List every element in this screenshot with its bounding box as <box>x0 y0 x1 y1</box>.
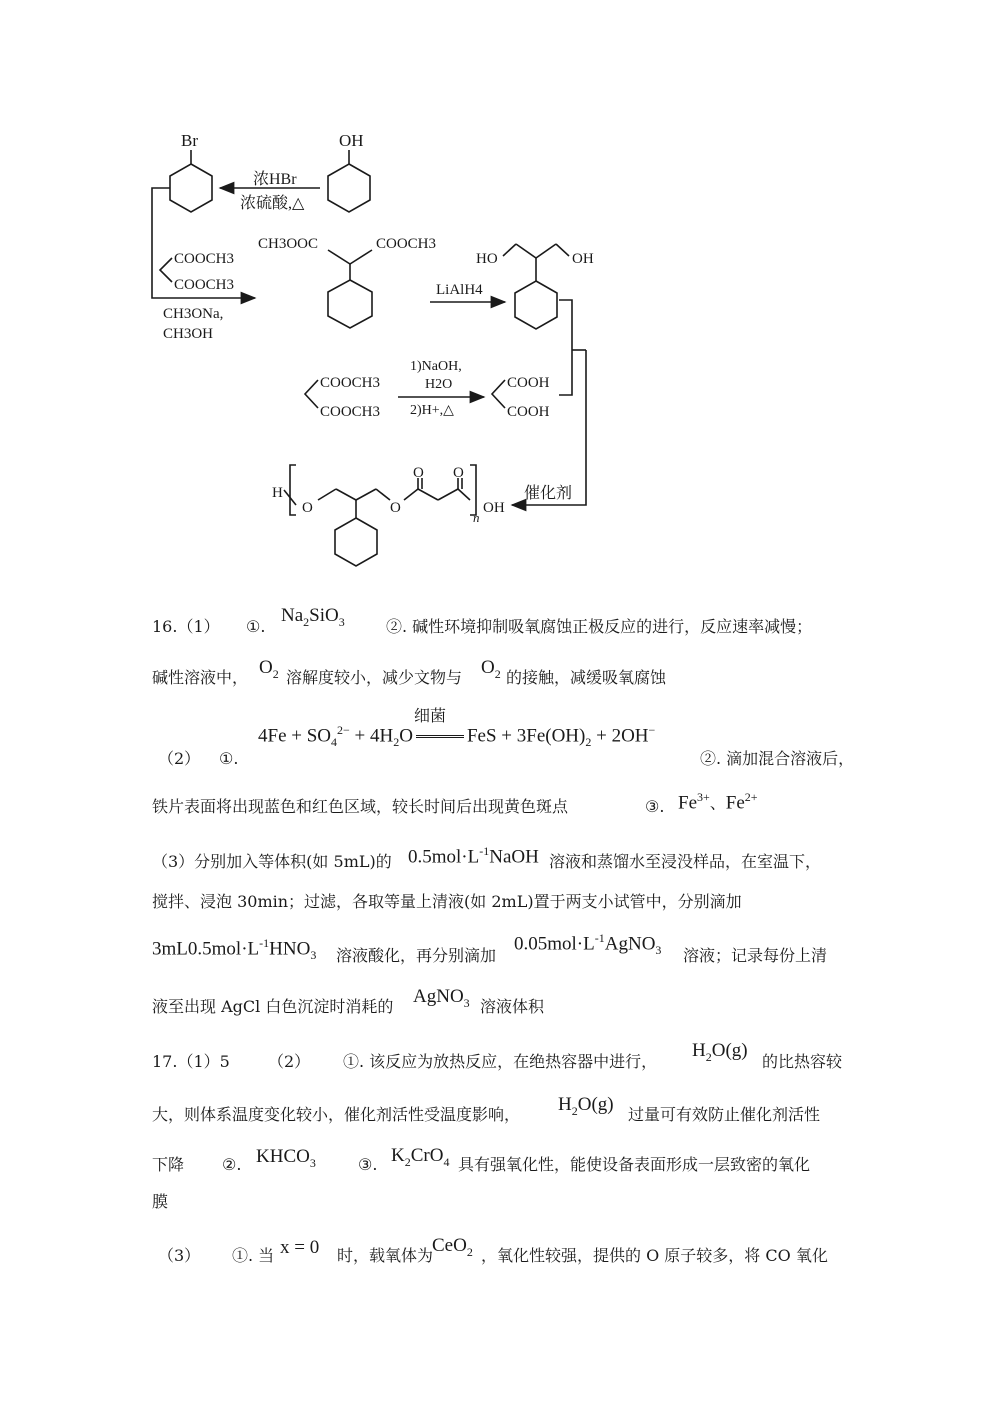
q16-formula-hno3: $3mL0.5mol\cdot L^{-1}HNO_3$ <box>152 936 317 963</box>
diol-ring <box>515 281 557 329</box>
polymer-h-label: H <box>272 485 283 501</box>
q16-p1-head: 16.（1） <box>152 617 220 636</box>
q16-line9-a: 液至出现 AgCl 白色沉淀时消耗的 <box>152 997 394 1016</box>
polymer-o1-label: O <box>302 500 313 516</box>
q16-line5-marker3: ③. <box>645 797 665 816</box>
hbr-reagent-label: 浓HBr <box>253 171 297 188</box>
q17-marker1: ①. 该反应为放热反应，在绝热容器中进行， <box>343 1052 658 1071</box>
q16-line9-b: 溶液体积 <box>480 997 545 1016</box>
reaction-scheme <box>0 0 1000 600</box>
polymer-o2-label: O <box>390 500 401 516</box>
q16-line2-b: 溶解度较小，减少文物与 <box>286 668 463 687</box>
malonate-cooch3-1: COOCH3 <box>320 375 381 391</box>
polymer-o4-label: O <box>453 465 464 481</box>
q16-p3-a: （3）分别加入等体积(如 5mL)的 <box>152 852 392 871</box>
q17-p3-b: 时，载氧体为 <box>337 1246 434 1265</box>
q17-formula-ceo2: CeO$_2$ <box>432 1235 473 1259</box>
cooh-label-1: COOH <box>507 375 550 391</box>
diol-oh-label: OH <box>572 251 594 267</box>
q17-line3-marker3: ③. <box>358 1155 378 1174</box>
bromocyclohexane-ring <box>170 164 212 212</box>
q17-line2-b: 过量可有效防止催化剂活性 <box>628 1105 821 1124</box>
q16-formula-fe-ions: $Fe^{3+}$、$Fe^{2+}$ <box>678 790 758 814</box>
q16-line2-a: 碱性溶液中， <box>152 668 249 687</box>
polymer-o3-label: O <box>413 465 424 481</box>
q17-line2-a: 大，则体系温度变化较小，催化剂活性受温度影响， <box>152 1105 521 1124</box>
q16-p1-marker1: ①. <box>246 617 266 636</box>
q17-formula-k2cro4: $K_2CrO_4$ <box>391 1145 450 1169</box>
q17-p3-head: （3） <box>158 1246 201 1265</box>
catalyst-label: 催化剂 <box>524 485 573 502</box>
q16-p2-marker1: ①. <box>219 749 239 768</box>
q17-formula-h2og-2: $H_2O(g)$ <box>558 1094 614 1118</box>
diol-ho-label: HO <box>476 251 498 267</box>
q17-line4: 膜 <box>152 1192 169 1211</box>
cooch3-label-1: COOCH3 <box>174 251 235 267</box>
q16-p2-head: （2） <box>158 749 201 768</box>
q17-a1: 的比热容较 <box>762 1052 843 1071</box>
malonate-cooch3-2: COOCH3 <box>320 404 381 420</box>
q17-formula-h2og-1: $H_2O(g)$ <box>692 1040 748 1064</box>
hydrolysis-label-2: H2O <box>425 377 453 392</box>
q16-formula-agno3-2: AgNO$_3$ <box>413 986 470 1010</box>
q17-formula-x0: x = 0 <box>280 1237 320 1258</box>
q16-p1-marker2: ②. 碱性环境抑制吸氧腐蚀正极反应的进行，反应速率减慢； <box>386 617 813 636</box>
diester-right-label: COOCH3 <box>376 236 437 252</box>
q16-line8-a: 溶液酸化，再分别滴加 <box>336 946 497 965</box>
q17-formula-khco3: $KHCO_3$ <box>256 1146 316 1170</box>
q16-p3-b: 溶液和蒸馏水至浸没样品，在室温下， <box>549 852 822 871</box>
q17-head: 17.（1）5 <box>152 1052 230 1071</box>
oh-atom-label: OH <box>339 131 364 150</box>
br-atom-label: Br <box>181 131 198 150</box>
diester-left-label: CH3OOC <box>258 236 319 252</box>
q16-line7: 搅拌、浸泡 30min；过滤，各取等量上清液(如 2mL)置于两支小试管中，分别滴加 <box>152 892 742 911</box>
cooh-label-2: COOH <box>507 404 550 420</box>
base-label-2: CH3OH <box>163 326 214 342</box>
q16-line2-c: 的接触，减缓吸氧腐蚀 <box>506 668 667 687</box>
lialh4-label: LiAlH4 <box>436 282 483 298</box>
q17-p2-head: （2） <box>268 1052 311 1071</box>
q17-p3-c: ，氧化性较强，提供的 O 原子较多，将 CO 氧化 <box>481 1246 828 1265</box>
polymer-ring <box>335 518 377 566</box>
polymer-n-label: n <box>473 510 480 525</box>
hydrolysis-label-3: 2)H+,△ <box>410 403 454 418</box>
cooch3-label-2: COOCH3 <box>174 277 235 293</box>
q16-line8-b: 溶液；记录每份上清 <box>683 946 828 965</box>
hbr-condition-label: 浓硫酸,△ <box>240 195 305 212</box>
q16-formula-naoh: $0.5mol\cdot L^{-1}NaOH$ <box>408 844 539 868</box>
q16-formula-agno3: $0.05mol\cdot L^{-1}AgNO_3$ <box>514 931 662 958</box>
q16-equation: $4Fe + SO_4^{2-} + 4H_2O$ FeS + $3Fe(OH)_2 + 2OH^-$ <box>258 723 656 750</box>
base-label-1: CH3ONa, <box>163 306 224 322</box>
q17-line3-marker2: ②. <box>222 1155 242 1174</box>
diester-ring <box>328 280 372 328</box>
q17-line3-a: 下降 <box>152 1155 185 1174</box>
q16-eq-over: 细菌 <box>414 706 447 725</box>
cyclohexanol-ring <box>328 164 370 212</box>
q17-line3-b: 具有强氧化性，能使设备表面形成一层致密的氧化 <box>458 1155 811 1174</box>
q16-formula-o2-2: $O_2$ <box>481 657 501 681</box>
q17-p3-a: ①. 当 <box>232 1246 275 1265</box>
q16-p2-marker2: ②. 滴加混合溶液后， <box>700 749 855 768</box>
q16-formula-o2-1: $O_2$ <box>259 657 279 681</box>
q16-formula-na2sio3: $Na_2SiO_3$ <box>281 605 345 629</box>
q16-line5-a: 铁片表面将出现蓝色和红色区域，较长时间后出现黄色斑点 <box>152 797 569 816</box>
polymer-oh-label: OH <box>483 500 505 516</box>
hydrolysis-label-1: 1)NaOH, <box>410 359 462 374</box>
